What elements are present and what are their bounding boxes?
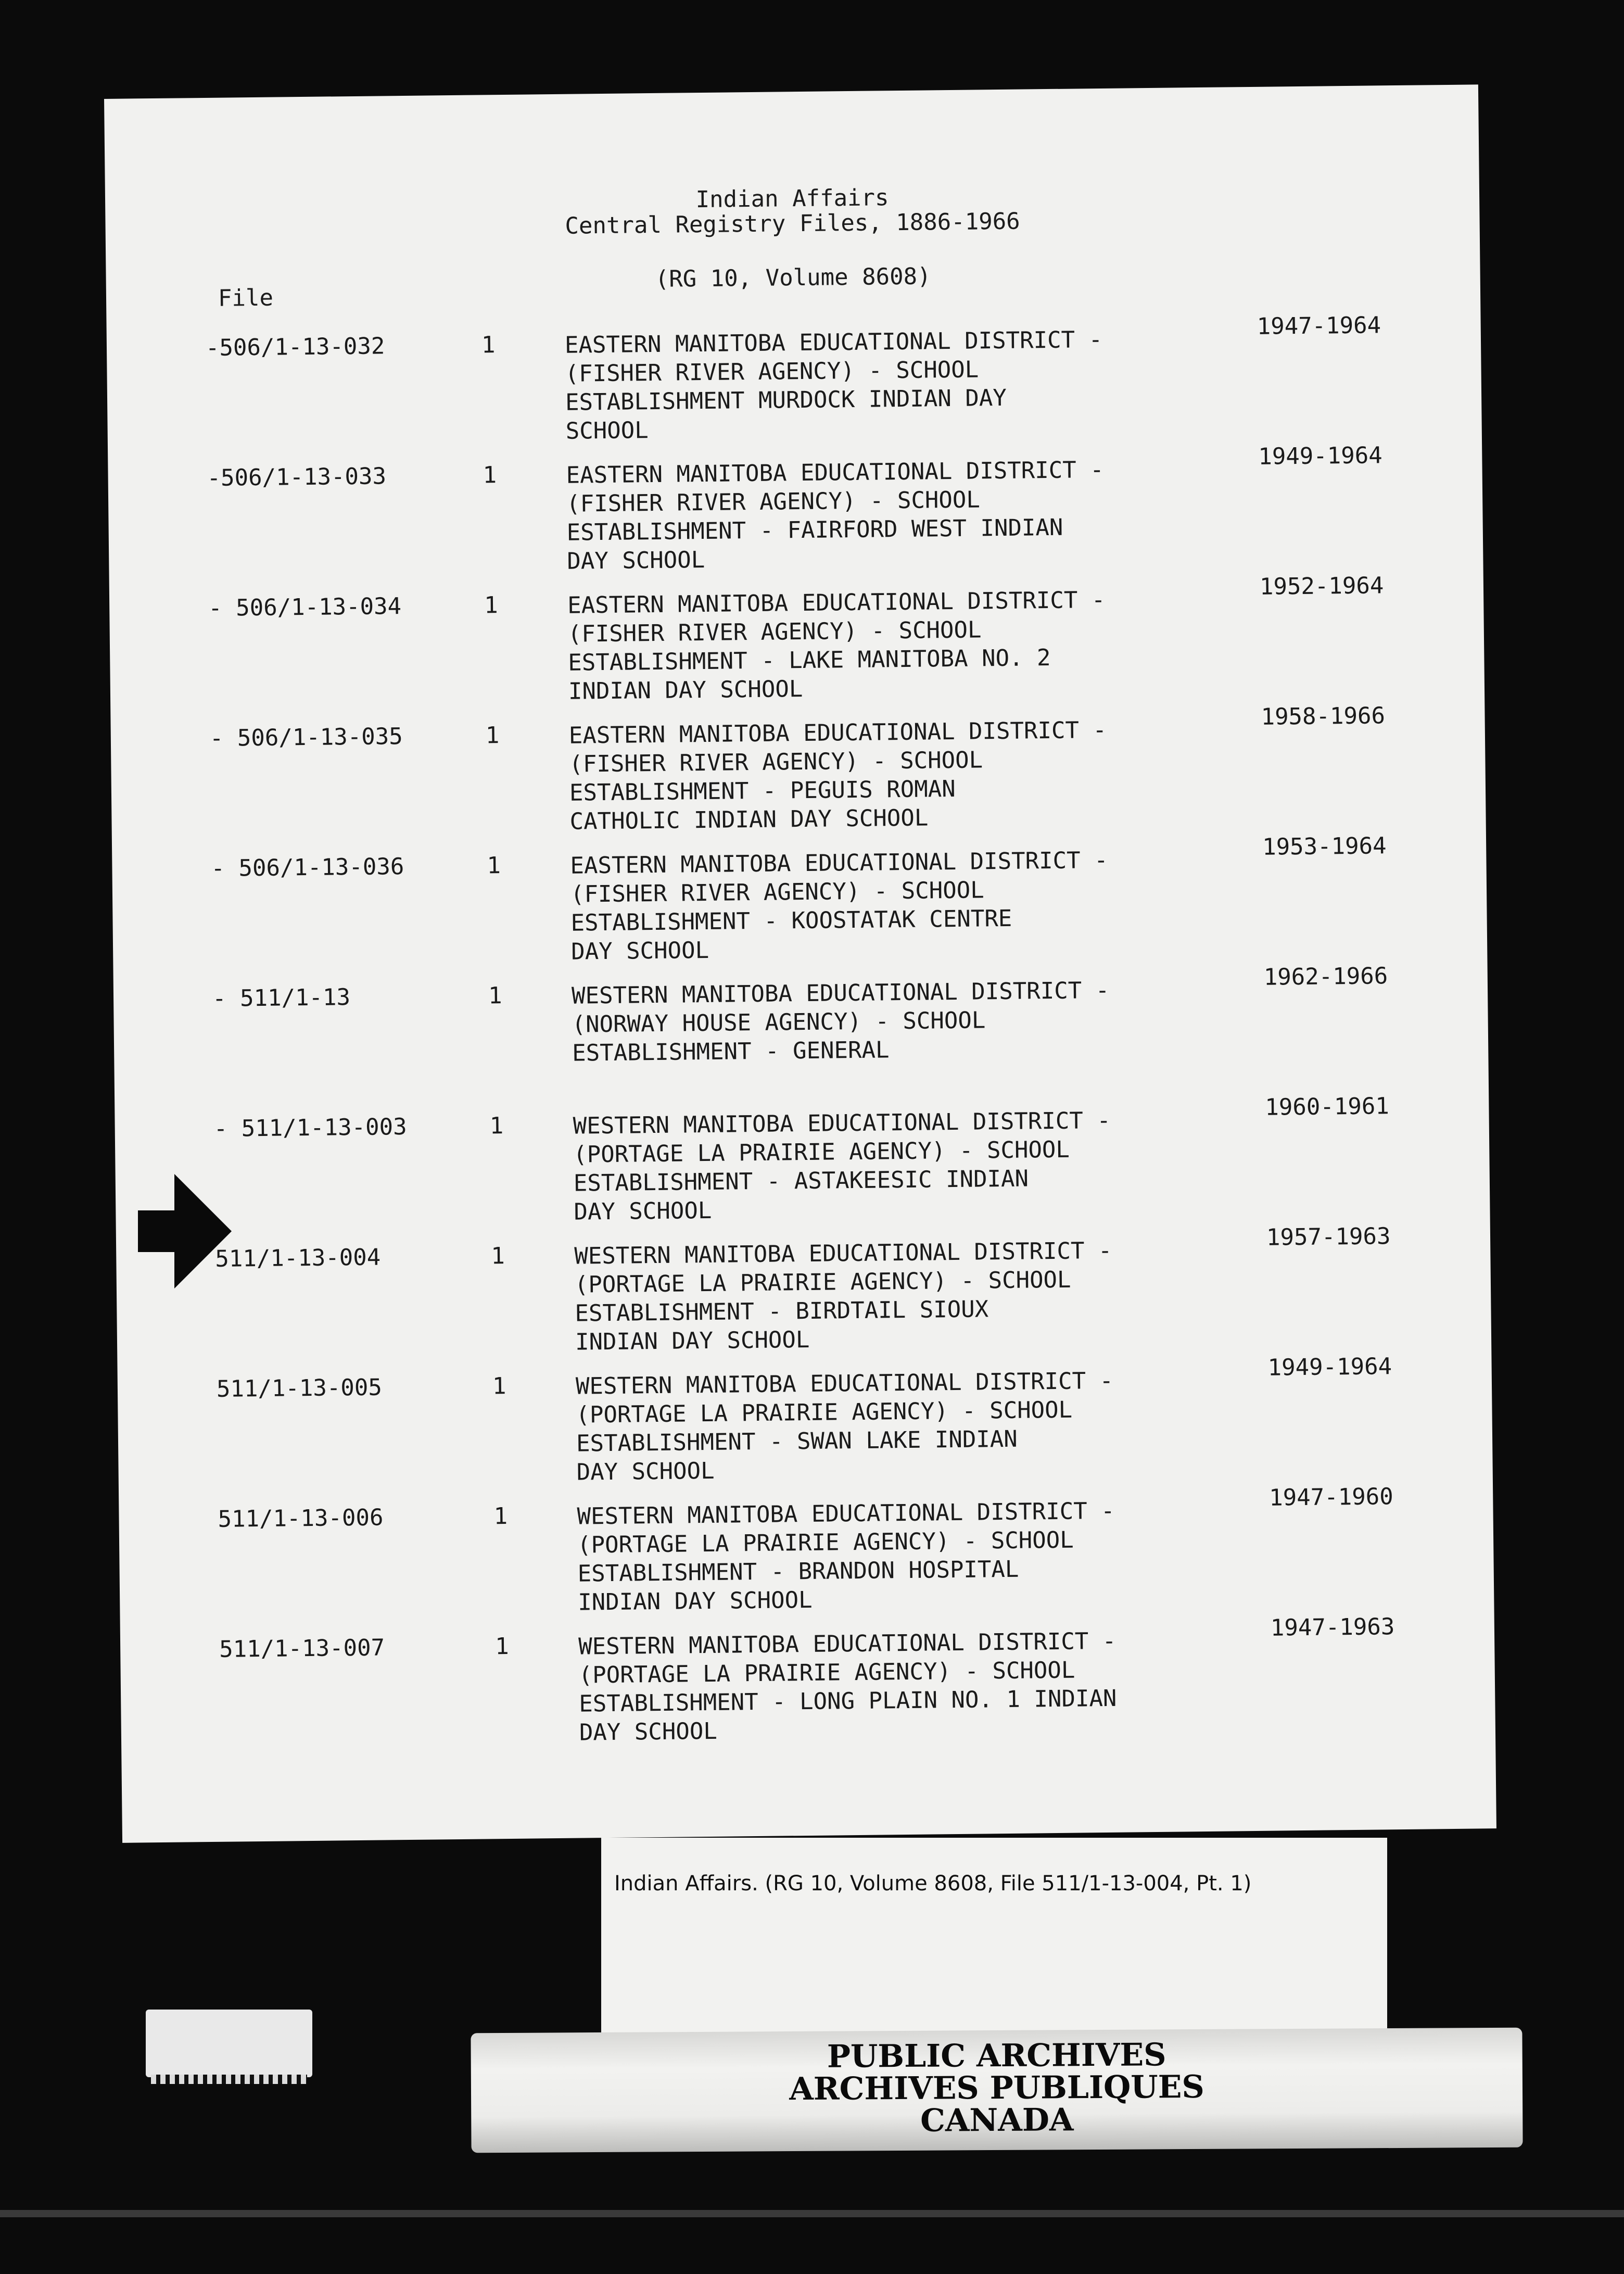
document-page — [104, 84, 1496, 1842]
description-line: EASTERN MANITOBA EDUCATIONAL DISTRICT - — [567, 586, 1106, 619]
archives-stamp — [471, 2028, 1522, 2153]
description-line: DAY SCHOOL — [579, 1717, 718, 1746]
date-range: 1949-1964 — [1258, 442, 1382, 470]
file-number: - 506/1-13-034 — [208, 593, 402, 622]
file-number: 511/1-13-007 — [219, 1634, 385, 1663]
file-number: - 511/1-13 — [212, 984, 351, 1012]
description-line: INDIAN DAY SCHOOL — [575, 1326, 810, 1356]
file-entry — [108, 442, 1483, 586]
description-line: WESTERN MANITOBA EDUCATIONAL DISTRICT - — [577, 1497, 1115, 1530]
volume-part: 1 — [485, 722, 500, 749]
description-line: WESTERN MANITOBA EDUCATIONAL DISTRICT - — [573, 1107, 1111, 1140]
file-number: 511/1-13-004 — [215, 1244, 381, 1272]
file-description — [576, 1366, 1227, 1487]
description-line: (FISHER RIVER AGENCY) - SCHOOL — [566, 486, 981, 517]
file-number: 511/1-13-006 — [218, 1504, 384, 1533]
file-description — [573, 1105, 1224, 1227]
file-number: - 506/1-13-035 — [209, 723, 403, 752]
file-column-header: File — [218, 284, 274, 312]
description-line: ESTABLISHMENT - GENERAL — [572, 1037, 890, 1067]
description-line: EASTERN MANITOBA EDUCATIONAL DISTRICT - — [568, 716, 1107, 749]
description-line: (FISHER RIVER AGENCY) - SCHOOL — [567, 616, 982, 648]
file-entry — [112, 832, 1487, 976]
file-number: - 511/1-13-003 — [213, 1114, 407, 1142]
description-line: WESTERN MANITOBA EDUCATIONAL DISTRICT - — [578, 1627, 1116, 1660]
description-line: DAY SCHOOL — [576, 1457, 715, 1486]
file-entry — [111, 702, 1486, 846]
file-number: -506/1-13-033 — [207, 463, 387, 491]
date-range: 1952-1964 — [1259, 572, 1384, 600]
citation-text: Indian Affairs. (RG 10, Volume 8608, File 511/1-13-004, Pt. 1) — [614, 1872, 1252, 1896]
file-entry — [119, 1483, 1494, 1627]
file-entry — [115, 1093, 1490, 1236]
description-line: ESTABLISHMENT - KOOSTATAK CENTRE — [570, 905, 1012, 937]
description-line: ESTABLISHMENT - SWAN LAKE INDIAN — [576, 1425, 1018, 1457]
description-line: (PORTAGE LA PRAIRIE AGENCY) - SCHOOL — [576, 1396, 1073, 1429]
file-entry — [109, 572, 1485, 716]
volume-part: 1 — [494, 1633, 509, 1660]
volume-part: 1 — [484, 592, 498, 619]
file-entry — [107, 312, 1482, 456]
description-line: WESTERN MANITOBA EDUCATIONAL DISTRICT - — [571, 977, 1110, 1009]
film-edge — [0, 2210, 1624, 2217]
film-strip-ticks — [151, 2075, 307, 2084]
file-number: -506/1-13-032 — [205, 333, 385, 361]
file-number: - 506/1-13-036 — [211, 853, 404, 882]
description-line: ESTABLISHMENT - PEGUIS ROMAN — [569, 775, 956, 806]
description-line: INDIAN DAY SCHOOL — [578, 1586, 813, 1616]
description-line: DAY SCHOOL — [567, 546, 705, 575]
archive-title: Indian Affairs — [695, 184, 889, 213]
file-entry — [118, 1353, 1493, 1497]
date-range: 1947-1963 — [1270, 1613, 1395, 1641]
description-line: ESTABLISHMENT - ASTAKEESIC INDIAN — [573, 1165, 1029, 1197]
description-line: ESTABLISHMENT - FAIRFORD WEST INDIAN — [566, 514, 1063, 546]
description-line: (PORTAGE LA PRAIRIE AGENCY) - SCHOOL — [573, 1136, 1070, 1168]
file-number: 511/1-13-005 — [216, 1374, 383, 1403]
stamp-line-2: ARCHIVES PUBLIQUES — [789, 2068, 1204, 2108]
volume-part: 1 — [487, 852, 501, 879]
stamp-line-3: CANADA — [920, 2102, 1074, 2139]
description-line: (PORTAGE LA PRAIRIE AGENCY) - SCHOOL — [577, 1526, 1074, 1559]
description-line: ESTABLISHMENT - BIRDTAIL SIOUX — [575, 1296, 989, 1327]
volume-reference: (RG 10, Volume 8608) — [655, 263, 931, 293]
volume-part: 1 — [481, 332, 496, 359]
file-entry — [120, 1613, 1495, 1757]
description-line: ESTABLISHMENT MURDOCK INDIAN DAY — [565, 384, 1007, 416]
file-entry — [113, 963, 1489, 1106]
description-line: DAY SCHOOL — [574, 1197, 712, 1226]
description-line: EASTERN MANITOBA EDUCATIONAL DISTRICT - — [564, 326, 1103, 359]
date-range: 1953-1964 — [1262, 832, 1387, 861]
file-description — [569, 715, 1221, 836]
description-line: ESTABLISHMENT - LAKE MANITOBA NO. 2 — [568, 645, 1051, 676]
arrow-right-icon — [138, 1174, 232, 1288]
description-line: INDIAN DAY SCHOOL — [568, 676, 803, 705]
date-range: 1947-1964 — [1257, 312, 1381, 340]
file-entry — [116, 1223, 1491, 1367]
description-line: ESTABLISHMENT - BRANDON HOSPITAL — [577, 1556, 1019, 1587]
date-range: 1958-1966 — [1261, 702, 1386, 730]
description-line: (PORTAGE LA PRAIRIE AGENCY) - SCHOOL — [578, 1657, 1075, 1689]
file-description — [578, 1626, 1230, 1747]
date-range: 1960-1961 — [1265, 1093, 1390, 1121]
description-line: WESTERN MANITOBA EDUCATIONAL DISTRICT - — [575, 1367, 1114, 1400]
file-description — [566, 454, 1217, 576]
file-description — [567, 585, 1219, 706]
file-description — [572, 975, 1223, 1068]
volume-part: 1 — [493, 1503, 508, 1530]
film-strip-marker — [146, 2010, 312, 2077]
description-line: CATHOLIC INDIAN DAY SCHOOL — [569, 804, 929, 835]
description-line: (FISHER RIVER AGENCY) - SCHOOL — [565, 356, 979, 387]
volume-part: 1 — [491, 1243, 505, 1270]
description-line: (NORWAY HOUSE AGENCY) - SCHOOL — [572, 1007, 986, 1038]
file-description — [577, 1496, 1228, 1617]
date-range: 1947-1960 — [1268, 1483, 1393, 1511]
description-line: ESTABLISHMENT - LONG PLAIN NO. 1 INDIAN — [579, 1685, 1117, 1717]
volume-part: 1 — [489, 1113, 504, 1140]
description-line: SCHOOL — [565, 417, 649, 445]
file-description — [565, 324, 1216, 446]
description-line: (PORTAGE LA PRAIRIE AGENCY) - SCHOOL — [574, 1266, 1071, 1298]
volume-part: 1 — [488, 982, 502, 1009]
volume-part: 1 — [492, 1373, 506, 1400]
volume-part: 1 — [483, 462, 497, 489]
description-line: (FISHER RIVER AGENCY) - SCHOOL — [569, 747, 983, 778]
date-range: 1957-1963 — [1266, 1223, 1391, 1251]
description-line: EASTERN MANITOBA EDUCATIONAL DISTRICT - — [566, 456, 1104, 489]
description-line: WESTERN MANITOBA EDUCATIONAL DISTRICT - — [574, 1237, 1112, 1270]
date-range: 1962-1966 — [1263, 963, 1388, 991]
description-line: (FISHER RIVER AGENCY) - SCHOOL — [570, 877, 984, 908]
date-range: 1949-1964 — [1267, 1353, 1392, 1381]
stamp-line-1: PUBLIC ARCHIVES — [827, 2037, 1166, 2075]
file-description — [570, 845, 1222, 966]
description-line: DAY SCHOOL — [570, 937, 709, 965]
description-line: EASTERN MANITOBA EDUCATIONAL DISTRICT - — [570, 847, 1108, 879]
file-description — [574, 1235, 1226, 1357]
registry-title: Central Registry Files, 1886-1966 — [565, 208, 1020, 239]
